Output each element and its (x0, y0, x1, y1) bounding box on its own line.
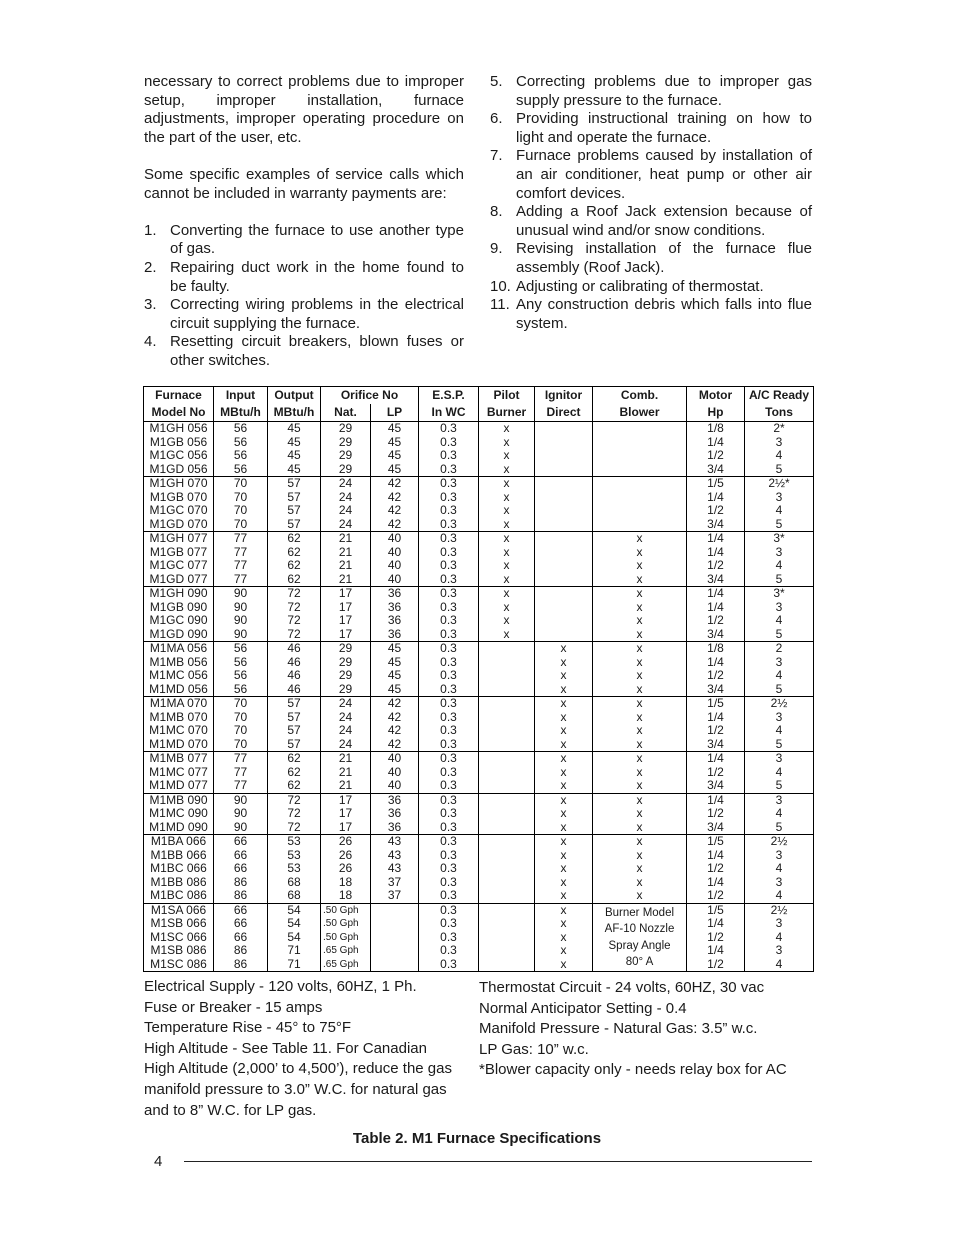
list-item-text: Revising installation of the furnace flue assembly (Roof Jack). (516, 240, 812, 276)
cell-ignitor: x x x (535, 793, 593, 835)
cell-pilot (479, 697, 535, 752)
spec-note: Fuse or Breaker - 15 amps (144, 998, 323, 1016)
header-esp: E.S.P. (419, 387, 479, 405)
header-pilot: Pilot (479, 387, 535, 405)
cell-input: 70 70 70 70 (214, 697, 268, 752)
cell-input: 70 70 70 70 (214, 477, 268, 532)
table-row (144, 697, 814, 752)
cell-tons: 2 3 4 5 (745, 642, 814, 697)
cell-model: M1MA 070 M1MB 070 M1MC 070 M1MD 070 (144, 697, 214, 752)
list-item-number: 5. (490, 73, 503, 90)
header-motor: Motor (687, 387, 745, 405)
header-nat: Nat. (321, 404, 371, 422)
list-item-number: 6. (490, 110, 503, 128)
header-lp: LP (371, 404, 419, 422)
cell-model: M1BA 066 M1BB 066 M1BC 066 M1BB 086 M1BC 086 (144, 835, 214, 904)
cell-ignitor (535, 532, 593, 587)
cell-input: 77 77 77 (214, 752, 268, 794)
cell-blower: x x x (593, 793, 687, 835)
list-item-number: 4. (144, 333, 157, 351)
cell-blower: x x x (593, 752, 687, 794)
list-item-text: Resetting circuit breakers, blown fuses or other switches. (170, 333, 464, 369)
cell-tons: 2½ 3 4 3 4 (745, 835, 814, 904)
cell-hp: 1/4 1/4 1/2 3/4 (687, 532, 745, 587)
examples-intro-paragraph: Some specific examples of service calls which cannot be included in warranty payments are: (144, 165, 464, 202)
cell-output: 62 62 62 (268, 752, 321, 794)
furnace-spec-table (143, 386, 814, 972)
cell-output: 72 72 72 72 (268, 587, 321, 642)
cell-ignitor: x x x x (535, 642, 593, 697)
cell-esp: 0.3 0.3 0.3 (419, 793, 479, 835)
cell-ignitor: x x x x (535, 697, 593, 752)
header-ignitor: Ignitor (535, 387, 593, 405)
cell-model: M1MB 077 M1MC 077 M1MD 077 (144, 752, 214, 794)
cell-pilot (479, 642, 535, 697)
list-item-text: Furnace problems caused by installation of an air conditioner, heat pump or other air comfort devices. (516, 147, 812, 202)
table-row (144, 752, 814, 794)
cell-tons: 2½ 3 4 5 (745, 697, 814, 752)
table-header-row-top (144, 387, 814, 405)
cell-input: 56 56 56 56 (214, 422, 268, 477)
header-blower: Blower (593, 404, 687, 422)
header-direct: Direct (535, 404, 593, 422)
table-row (144, 835, 814, 904)
spec-note: *Blower capacity only - needs relay box for AC (479, 1061, 787, 1079)
spec-note: Thermostat Circuit - 24 volts, 60HZ, 30 vac (479, 979, 765, 996)
cell-pilot: x x x x (479, 477, 535, 532)
list-item-text: Repairing duct work in the home found to be faulty. (170, 258, 464, 295)
list-item (144, 259, 464, 296)
right-column (490, 73, 812, 333)
list-item-number: 2. (144, 258, 157, 276)
cell-output: 45 45 45 45 (268, 422, 321, 477)
list-item-number: 11. (490, 296, 510, 314)
cell-lp: 43 43 43 37 37 (371, 835, 419, 904)
cell-ignitor: x x x (535, 752, 593, 794)
footer-rule (184, 1161, 812, 1162)
cell-blower: x x x x (593, 587, 687, 642)
cell-ignitor (535, 477, 593, 532)
spec-note: Normal Anticipator Setting - 0.4 (479, 999, 687, 1017)
list-item-number: 7. (490, 147, 503, 165)
list-item-number: 9. (490, 240, 503, 258)
cell-nat: 17 17 17 17 (321, 587, 371, 642)
header-furnace: Furnace (144, 387, 214, 405)
cell-model: M1GH 090 M1GB 090 M1GC 090 M1GD 090 (144, 587, 214, 642)
cell-esp: 0.3 0.3 0.3 0.3 (419, 422, 479, 477)
header-ac-ready: A/C Ready (745, 387, 814, 405)
list-item-number: 10. (490, 277, 511, 295)
cell-model: M1MB 090 M1MC 090 M1MD 090 (144, 793, 214, 835)
cell-hp: 1/4 1/2 3/4 (687, 752, 745, 794)
table-row (144, 422, 814, 477)
cell-nat: 26 26 26 18 18 (321, 835, 371, 904)
cell-tons: 3* 3 4 5 (745, 587, 814, 642)
cell-blower: x x x x x (593, 835, 687, 904)
list-item (490, 147, 812, 203)
table-row (144, 642, 814, 697)
cell-hp: 1/5 1/4 1/2 3/4 (687, 697, 745, 752)
list-item-number: 1. (144, 221, 157, 239)
cell-output: 62 62 62 62 (268, 532, 321, 587)
cell-esp: 0.3 0.3 0.3 0.3 (419, 532, 479, 587)
table-row (144, 793, 814, 835)
cell-lp: 45 45 45 45 (371, 642, 419, 697)
left-column (144, 73, 464, 371)
list-item-text: Any construction debris which falls into flue system. (516, 296, 812, 332)
cell-nat: 24 24 24 24 (321, 477, 371, 532)
cell-hp: 1/4 1/4 1/2 3/4 (687, 587, 745, 642)
cell-ignitor (535, 587, 593, 642)
exclusion-list-left (144, 222, 464, 371)
cell-blower: x x x x (593, 697, 687, 752)
cell-lp: 45 45 45 45 (371, 422, 419, 477)
spec-note: Temperature Rise - 45° to 75°F (144, 1019, 352, 1037)
cell-pilot (479, 752, 535, 794)
list-item-number: 8. (490, 203, 503, 221)
cell-nat: 29 29 29 29 (321, 642, 371, 697)
header-model-no: Model No (144, 404, 214, 422)
header-output: Output (268, 387, 321, 405)
header-hp: Hp (687, 404, 745, 422)
cell-output: 54 54 54 71 71 (268, 903, 321, 972)
cell-tons: 2* 3 4 5 (745, 422, 814, 477)
list-item-text: Converting the furnace to use another type of gas. (170, 221, 464, 258)
cell-hp: 1/5 1/4 1/2 1/4 1/2 (687, 903, 745, 972)
cell-esp: 0.3 0.3 0.3 0.3 (419, 477, 479, 532)
cell-model: M1GH 056 M1GB 056 M1GC 056 M1GD 056 (144, 422, 214, 477)
cell-input: 66 66 66 86 86 (214, 903, 268, 972)
cell-pilot (479, 835, 535, 904)
cell-blower: Burner Model AF-10 Nozzle Spray Angle 80° A (593, 903, 687, 972)
cell-esp: 0.3 0.3 0.3 0.3 (419, 642, 479, 697)
spec-note: Electrical Supply - 120 volts, 60HZ, 1 Ph. (144, 978, 417, 995)
cell-blower (593, 422, 687, 477)
cell-esp: 0.3 0.3 0.3 0.3 0.3 (419, 903, 479, 972)
header-orifice: Orifice No (321, 387, 419, 405)
cell-nat: 29 29 29 29 (321, 422, 371, 477)
table-row (144, 532, 814, 587)
cell-hp: 1/5 1/4 1/2 1/4 1/2 (687, 835, 745, 904)
header-tons: Tons (745, 404, 814, 422)
list-item (490, 110, 812, 147)
list-item-text: Providing instructional training on how to light and operate the furnace. (516, 110, 812, 146)
cell-input: 90 90 90 (214, 793, 268, 835)
cell-input: 90 90 90 90 (214, 587, 268, 642)
spec-notes-right (479, 978, 819, 1081)
header-input-unit: MBtu/h (214, 404, 268, 422)
cell-model: M1SA 066 M1SB 066 M1SC 066 M1SB 086 M1SC 086 (144, 903, 214, 972)
table-header-row-bottom (144, 404, 814, 422)
list-item-text: Adjusting or calibrating of thermostat. (516, 277, 764, 295)
cell-esp: 0.3 0.3 0.3 0.3 0.3 (419, 835, 479, 904)
cell-output: 72 72 72 (268, 793, 321, 835)
cell-lp: 36 36 36 (371, 793, 419, 835)
list-item (490, 203, 812, 240)
cell-hp: 1/4 1/2 3/4 (687, 793, 745, 835)
list-item (144, 333, 464, 370)
list-item (490, 296, 812, 333)
cell-lp: 36 36 36 36 (371, 587, 419, 642)
cell-tons: 3* 3 4 5 (745, 532, 814, 587)
header-burner: Burner (479, 404, 535, 422)
table-row (144, 587, 814, 642)
page-number: 4 (154, 1153, 163, 1170)
cell-esp: 0.3 0.3 0.3 (419, 752, 479, 794)
cell-blower: x x x x (593, 532, 687, 587)
list-item (490, 73, 812, 110)
cell-tons: 3 4 5 (745, 793, 814, 835)
cell-lp: 42 42 42 42 (371, 697, 419, 752)
cell-lp: 42 42 42 42 (371, 477, 419, 532)
cell-lp (371, 903, 419, 972)
list-item (490, 240, 812, 277)
cell-pilot: x x x x (479, 587, 535, 642)
cell-model: M1MA 056 M1MB 056 M1MC 056 M1MD 056 (144, 642, 214, 697)
cell-input: 66 66 66 86 86 (214, 835, 268, 904)
header-output-unit: MBtu/h (268, 404, 321, 422)
list-item (144, 222, 464, 259)
cell-esp: 0.3 0.3 0.3 0.3 (419, 587, 479, 642)
spec-note: Manifold Pressure - Natural Gas: 3.5” w.c. (479, 1020, 758, 1038)
table-row (144, 477, 814, 532)
cell-hp: 1/8 1/4 1/2 3/4 (687, 642, 745, 697)
cell-output: 57 57 57 57 (268, 477, 321, 532)
cell-esp: 0.3 0.3 0.3 0.3 (419, 697, 479, 752)
cell-blower (593, 477, 687, 532)
cell-nat: 24 24 24 24 (321, 697, 371, 752)
cell-ignitor: x x x x x (535, 903, 593, 972)
header-comb: Comb. (593, 387, 687, 405)
header-in-wc: In WC (419, 404, 479, 422)
list-item-number: 3. (144, 296, 157, 314)
cell-model: M1GH 070 M1GB 070 M1GC 070 M1GD 070 (144, 477, 214, 532)
cell-lp: 40 40 40 40 (371, 532, 419, 587)
cell-nat: .50 Gph .50 Gph .50 Gph .65 Gph .65 Gph (321, 903, 371, 972)
cell-ignitor: x x x x x (535, 835, 593, 904)
header-input: Input (214, 387, 268, 405)
cell-pilot (479, 793, 535, 835)
cell-hp: 1/5 1/4 1/2 3/4 (687, 477, 745, 532)
spec-note: High Altitude - See Table 11. For Canadian High Altitude (2,000’ to 4,500’), reduce the gas manifold pressure to 3.0” W.C. for natural gas and to 8” W.C. for LP gas. (144, 1039, 452, 1119)
cell-output: 57 57 57 57 (268, 697, 321, 752)
cell-lp: 40 40 40 (371, 752, 419, 794)
cell-input: 77 77 77 77 (214, 532, 268, 587)
list-item (144, 296, 464, 333)
cell-pilot: x x x x (479, 532, 535, 587)
cell-nat: 21 21 21 21 (321, 532, 371, 587)
cell-output: 53 53 53 68 68 (268, 835, 321, 904)
cell-nat: 17 17 17 (321, 793, 371, 835)
exclusion-list-right (490, 73, 812, 333)
cell-model: M1GH 077 M1GB 077 M1GC 077 M1GD 077 (144, 532, 214, 587)
cell-pilot: x x x x (479, 422, 535, 477)
cell-tons: 2½* 3 4 5 (745, 477, 814, 532)
cell-output: 46 46 46 46 (268, 642, 321, 697)
list-item-text: Correcting problems due to improper gas supply pressure to the furnace. (516, 73, 812, 109)
intro-paragraph: necessary to correct problems due to improper setup, improper installation, furnace adjustments, improper operating procedure on the part of the user, etc. (144, 73, 464, 146)
list-item-text: Correcting wiring problems in the electrical circuit supplying the furnace. (170, 296, 464, 332)
spec-notes-left (144, 977, 454, 1121)
table-caption: Table 2. M1 Furnace Specifications (352, 1130, 602, 1147)
cell-tons: 2½ 3 4 3 4 (745, 903, 814, 972)
cell-blower: x x x x (593, 642, 687, 697)
cell-input: 56 56 56 56 (214, 642, 268, 697)
list-item (490, 278, 812, 297)
list-item-text: Adding a Roof Jack extension because of unusual wind and/or snow conditions. (516, 203, 812, 239)
cell-ignitor (535, 422, 593, 477)
table-row (144, 903, 814, 972)
cell-hp: 1/8 1/4 1/2 3/4 (687, 422, 745, 477)
cell-tons: 3 4 5 (745, 752, 814, 794)
cell-pilot (479, 903, 535, 972)
cell-nat: 21 21 21 (321, 752, 371, 794)
spec-note: LP Gas: 10” w.c. (479, 1040, 589, 1058)
